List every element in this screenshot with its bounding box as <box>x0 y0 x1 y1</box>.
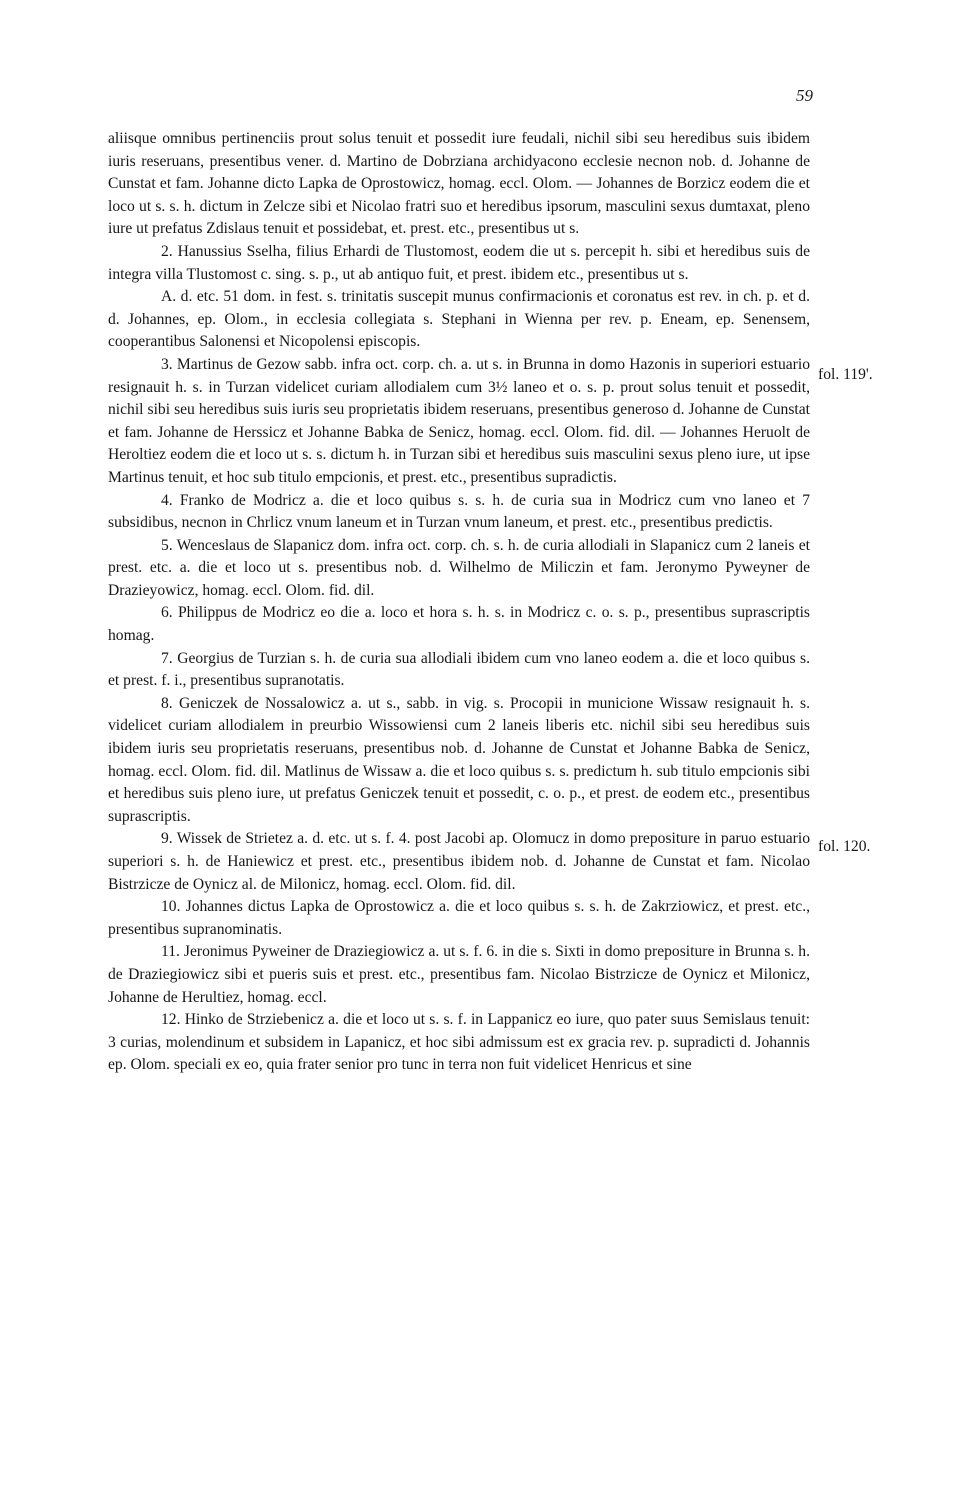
entry-5: 5. Wenceslaus de Slapanicz dom. infra oct. corp. ch. s. h. de curia allodiali in Slapanicz cum 2 laneis et prest. etc. a. die et loco ut s. presentibus nob. d. Wilhelmo de Miliczin et fam. Jeronymo Pyweyner de Drazieyowicz, homag. eccl. Olom. fid. dil. <box>108 536 810 599</box>
margin-note-fol-119: fol. 119'. <box>818 366 873 383</box>
entry-11: 11. Jeronimus Pyweiner de Draziegiowicz a. ut s. f. 6. in die s. Sixti in domo prepositure in Brunna s. h. de Draziegiowicz sibi et pueris suis et prest. etc., presentibus fam. Nicolao Bistrzicze de Oynicz et Milonicz, Johanne de Herultiez, homag. eccl. <box>108 943 810 1006</box>
entry-consecration: A. d. etc. 51 dom. in fest. s. trinitatis suscepit munus confirmacionis et coronatus est rev. in ch. p. et d. d. Johannes, ep. Olom., in ecclesia collegiata s. Stephani in Wienna per rev. p. Eneam, ep. Senensem, cooperantibus Salonensi et Nicopolensi episcopis. <box>108 288 810 351</box>
entry-9: 9. Wissek de Strietez a. d. etc. ut s. f. 4. post Jacobi ap. Olomucz in domo prepositure in paruo estuario superiori s. h. de Haniewicz et prest. etc., presentibus ibidem nob. d. Johanne de Cunstat et fam. Nicolao Bistrzicze de Oynicz al. de Milonicz, homag. eccl. Olom. fid. dil. <box>108 830 810 893</box>
entry-8: 8. Geniczek de Nossalowicz a. ut s., sabb. in vig. s. Procopii in municione Wissaw resignauit h. s. videlicet curiam allodialem in preurbio Wissowiensi cum 2 laneis liberis etc. nichil sibi seu heredibus suis ibidem iuris seu proprietatis reseruans, presentibus nob. d. Johanne de Cunstat et Johanne Babka de Senicz, homag. eccl. Olom. fid. dil. Matlinus de Wissaw a. die et loco quibus s. s. predictum h. sub titulo empcionis sibi et heredibus suis pleno iure, ut prefatus Geniczek tenuit et possedit, c. o. p., et prest. de eodem etc., presentibus suprascriptis. <box>108 694 810 825</box>
page-number: 59 <box>796 86 813 105</box>
entry-12: 12. Hinko de Strziebenicz a. die et loco ut s. s. f. in Lappanicz eo iure, quo pater suus Semislaus tenuit: 3 curias, molendinum et subsidem in Lapanicz, et hoc sibi admissum est ex gracia rev. p. supradicti d. Johannis ep. Olom. speciali ex eo, quia frater senior pro tunc in terra non fuit videlicet Henricus et sine <box>108 1011 810 1074</box>
entry-4: 4. Franko de Modricz a. die et loco quibus s. s. h. de curia sua in Modricz cum vno laneo et 7 subsidibus, necnon in Chrlicz vnum laneum et in Turzan vnum laneum, et prest. etc., presentibus predictis. <box>108 491 810 532</box>
entry-2: 2. Hanussius Sselha, filius Erhardi de Tlustomost, eodem die ut s. percepit h. sibi et heredibus suis de integra villa Tlustomost c. sing. s. p., ut ab antiquo fuit, et prest. ibidem etc., presentibus ut s. <box>108 242 810 283</box>
entry-7: 7. Georgius de Turzian s. h. de curia sua allodiali ibidem cum vno laneo eodem a. die et loco quibus s. et prest. f. i., presentibus supranotatis. <box>108 649 810 690</box>
body-text <box>108 128 810 1077</box>
paragraph-continuation: aliisque omnibus pertinenciis prout solus tenuit et possedit iure feudali, nichil sibi seu heredibus suis ibidem iuris reseruans, presentibus vener. d. Martino de Dobrziana archidyacono ecclesie necnon nob. d. Johanne de Cunstat et fam. Johanne dicto Lapka de Oprostowicz, homag. eccl. Olom. — Johannes de Borzicz eodem die et loco ut s. s. h. dictum in Zelcze sibi et Nicolao fratri suo et heredibus ipsorum, masculini sexus dumtaxat, pleno iure ut prefatus Zdislaus tenuit et possidebat, et. prest. etc., presentibus ut s. <box>108 130 810 238</box>
entry-10: 10. Johannes dictus Lapka de Oprostowicz a. die et loco quibus s. s. h. de Zakrziowicz, et prest. etc., presentibus supranominatis. <box>108 898 810 938</box>
entry-3: 3. Martinus de Gezow sabb. infra oct. corp. ch. a. ut s. in Brunna in domo Hazonis in superiori estuario resignauit h. s. in Turzan videlicet curiam allodialem cum 3½ laneo et o. s. p. prout solus tenuit et possedit, nichil sibi seu heredibus suis iuris seu proprietatis ibidem reseruans, presentibus generoso d. Johanne de Cunstat et fam. Johanne de Herssicz et Johanne Babka de Senicz, homag. eccl. Olom. fid. dil. — Johannes Heruolt de Heroltiez eodem die et loco ut s. s. dictum h. in Turzan sibi et heredibus suis masculini sexus pleno iure, ut ipse Martinus tenuit, et hoc sub titulo empcionis, et prest. etc., presentibus supradictis. <box>108 355 810 486</box>
margin-note-fol-120: fol. 120. <box>818 838 871 855</box>
entry-6: 6. Philippus de Modricz eo die a. loco et hora s. h. s. in Modricz c. o. s. p., presentibus suprascriptis homag. <box>108 604 810 645</box>
